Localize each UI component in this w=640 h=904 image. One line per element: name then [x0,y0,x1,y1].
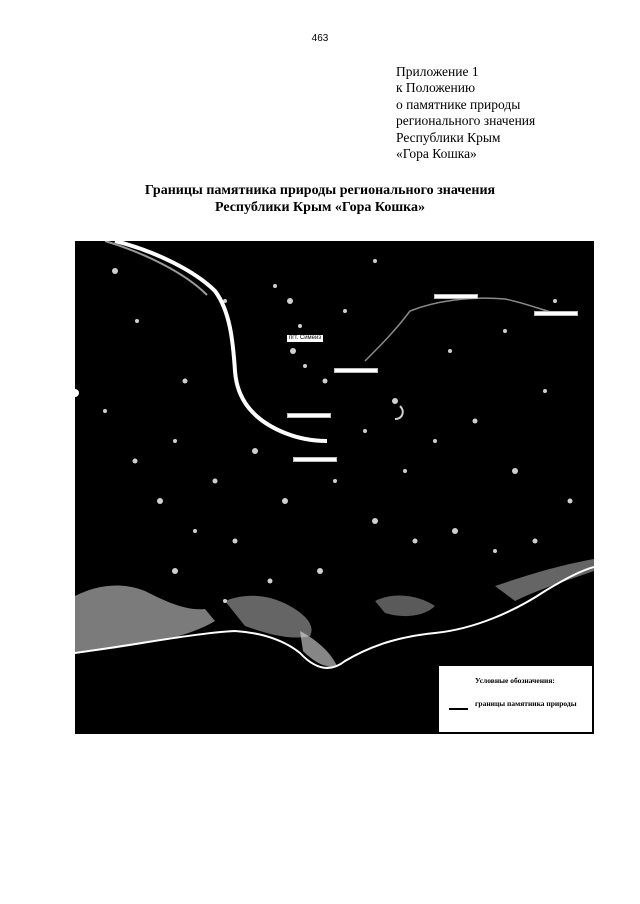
legend-title: Условные обозначения: [475,676,555,685]
boundary-contour [365,311,410,361]
appendix-line: «Гора Кошка» [396,146,477,162]
appendix-line: о памятнике природы [396,96,521,112]
coastal-settlement [75,559,594,667]
appendix-line: регионального значения [396,113,536,129]
appendix-line: Республики Крым [396,129,501,145]
map-label-box [287,413,331,418]
title-line-1: Границы памятника природы регионального значения [144,183,496,198]
satellite-map [75,241,594,734]
rock-outline [395,406,403,419]
edge-marker [75,389,79,397]
map-label-box [534,311,578,316]
village-label: пгт. Симеиз [289,335,322,341]
map-label-box [434,294,478,299]
appendix-header [396,64,596,162]
appendix-line: Приложение 1 [396,64,479,79]
legend-boundary-line [449,708,468,710]
map-imagery [75,241,594,734]
title-line-2: Республики Крым «Гора Кошка» [214,200,426,215]
appendix-line: к Положению [396,80,476,96]
page-number: 463 [311,33,329,44]
map-label-box [293,457,337,462]
map-label-box [334,368,378,373]
road-edge [105,241,207,295]
document-title [0,182,640,216]
map-legend [438,665,593,733]
terrain-speckles [103,259,573,603]
legend-item-label: границы памятника природы [475,699,577,708]
